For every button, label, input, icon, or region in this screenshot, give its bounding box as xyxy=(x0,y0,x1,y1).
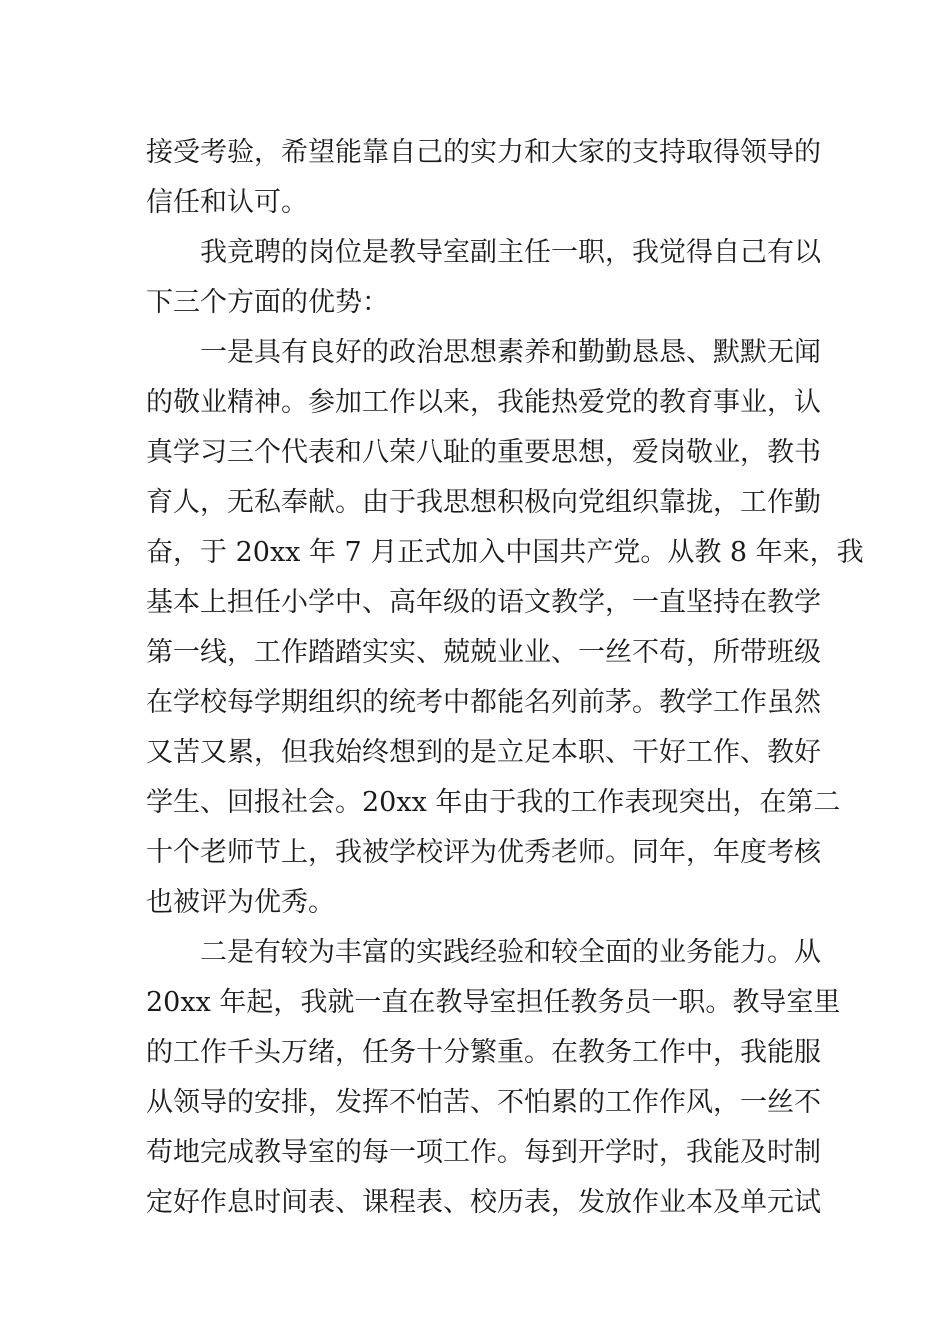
text-line: 奋，于 20xx 年 7 月正式加入中国共产党。从教 8 年来，我 xyxy=(146,537,864,568)
text-line: 一是具有良好的政治思想素养和勤勤恳恳、默默无闻 xyxy=(200,337,821,368)
document-body xyxy=(146,128,864,1228)
text-line: 的敬业精神。参加工作以来，我能热爱党的教育事业，认 xyxy=(146,387,821,418)
text-line: 从领导的安排，发挥不怕苦、不怕累的工作作风，一丝不 xyxy=(146,1087,821,1118)
paragraph-1 xyxy=(146,128,821,228)
text-line: 的工作千头万绪，任务十分繁重。在教务工作中，我能服 xyxy=(146,1037,821,1068)
text-line: 基本上担任小学中、高年级的语文教学，一直坚持在教学 xyxy=(146,587,821,618)
text-line: 也被评为优秀。 xyxy=(146,887,335,918)
text-line: 育人，无私奉献。由于我思想积极向党组织靠拢，工作勤 xyxy=(146,487,821,518)
text-line: 苟地完成教导室的每一项工作。每到开学时，我能及时制 xyxy=(146,1137,821,1168)
text-line: 20xx 年起，我就一直在教导室担任教务员一职。教导室里 xyxy=(146,987,841,1018)
text-line: 下三个方面的优势： xyxy=(146,287,389,318)
text-line: 信任和认可。 xyxy=(146,187,308,218)
paragraph-2 xyxy=(146,228,821,328)
paragraph-3 xyxy=(146,328,864,928)
text-line: 在学校每学期组织的统考中都能名列前茅。教学工作虽然 xyxy=(146,687,821,718)
text-line: 十个老师节上，我被学校评为优秀老师。同年，年度考核 xyxy=(146,837,821,868)
paragraph-4 xyxy=(146,928,841,1228)
text-line: 真学习三个代表和八荣八耻的重要思想，爱岗敬业，教书 xyxy=(146,437,821,468)
text-line: 我竞聘的岗位是教导室副主任一职，我觉得自己有以 xyxy=(200,237,821,268)
text-line: 二是有较为丰富的实践经验和较全面的业务能力。从 xyxy=(200,937,821,968)
text-line: 接受考验，希望能靠自己的实力和大家的支持取得领导的 xyxy=(146,137,821,168)
text-line: 又苦又累，但我始终想到的是立足本职、干好工作、教好 xyxy=(146,737,821,768)
text-line: 定好作息时间表、课程表、校历表，发放作业本及单元试 xyxy=(146,1187,821,1218)
text-line: 第一线，工作踏踏实实、兢兢业业、一丝不苟，所带班级 xyxy=(146,637,821,668)
text-line: 学生、回报社会。20xx 年由于我的工作表现突出，在第二 xyxy=(146,787,841,818)
